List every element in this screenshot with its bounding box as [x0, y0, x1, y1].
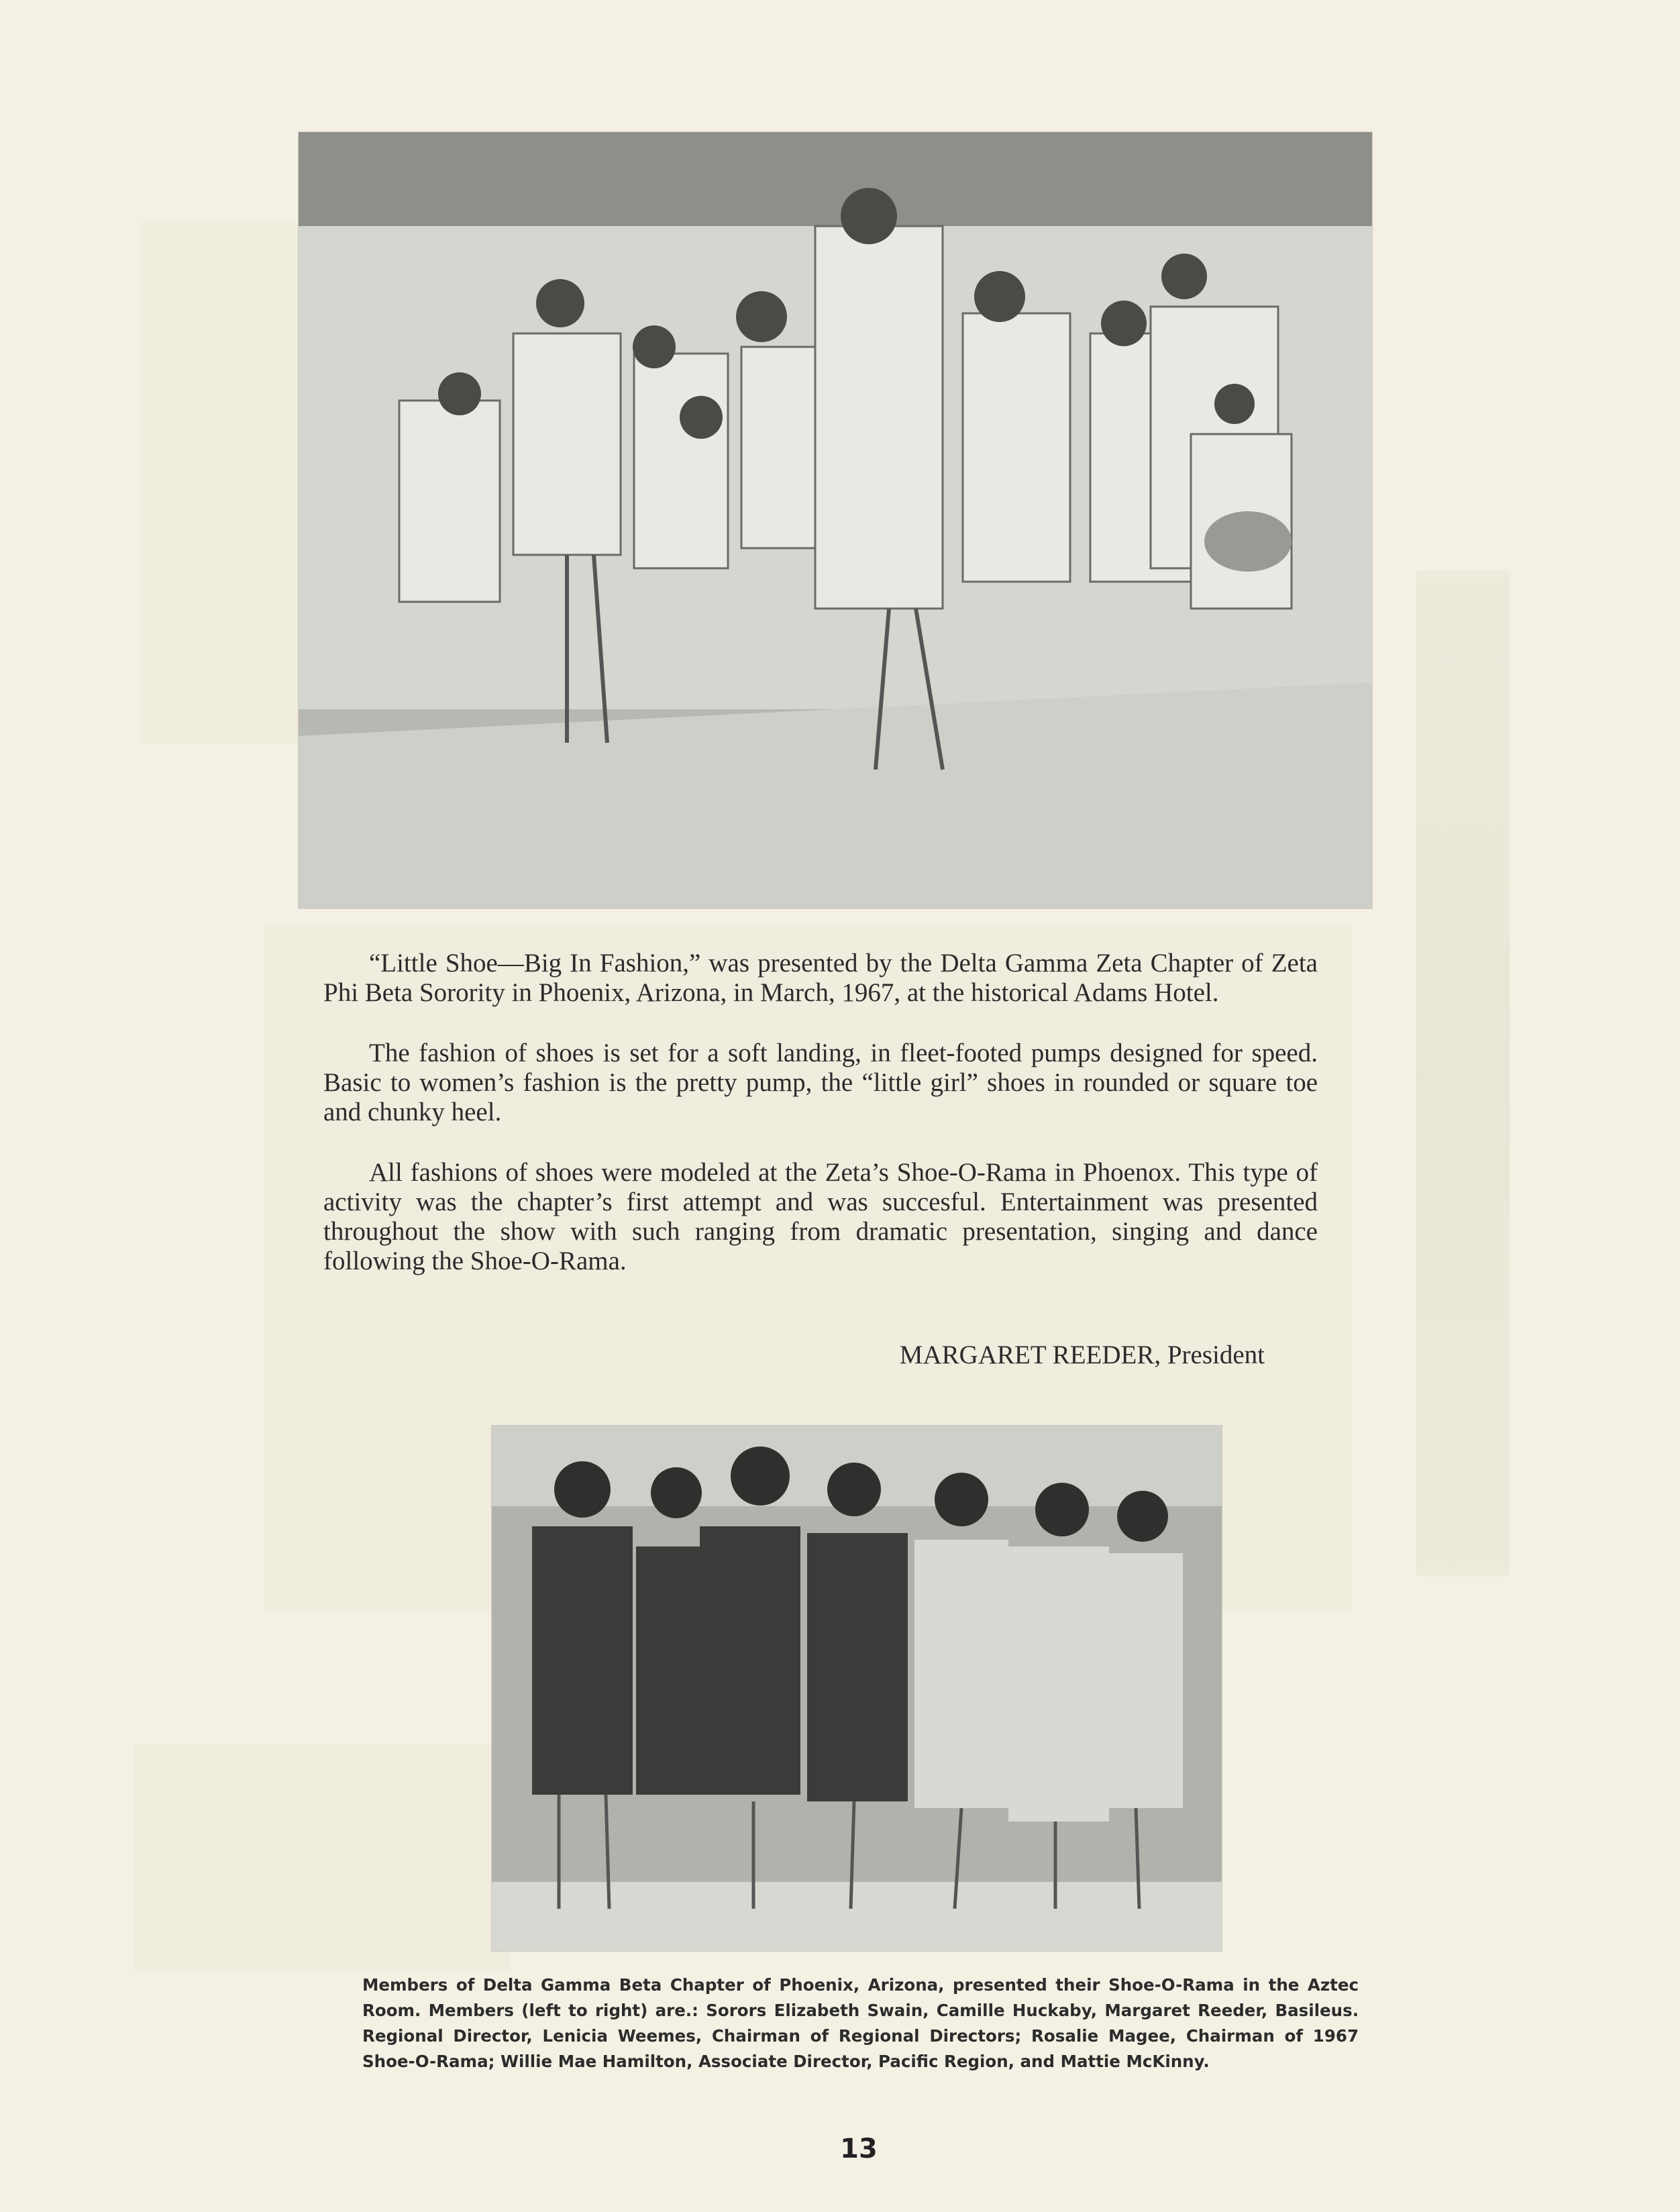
fashion-show-photo [299, 132, 1372, 908]
bleed-through-shadow [141, 221, 315, 745]
photo-caption: Members of Delta Gamma Beta Chapter of Phoenix, Arizona, presented their Shoe-O-Rama in the Aztec Room. Members (left to right) are.: Sorors Elizabeth Swain, Camille Huckaby, Margaret Reeder, Basileus. Regional Director, Lenicia Weemes, Chairman of Regional Directors; Rosalie Magee, Chairman of 1967 Shoe-O-Rama; Willie Mae Hamilton, Associate Director, Pacific Region, and Mattie McKinny. [362, 1975, 1359, 2071]
article-body [323, 949, 1318, 1307]
article-paragraph: All fashions of shoes were modeled at the Zeta’s Shoe-O-Rama in Phoenox. This type of activity was the chapter’s first attempt and was succesful. Entertainment was presented throughout the show with such ranging from dramatic presentation, singing and dance following the Shoe-O-Rama. [323, 1158, 1318, 1275]
article-paragraph: “Little Shoe—Big In Fashion,” was presented by the Delta Gamma Zeta Chapter of Zeta Phi Beta Sorority in Phoenix, Arizona, in March, 1967, at the historical Adams Hotel. [323, 949, 1318, 1007]
bleed-through-shadow [134, 1744, 510, 1972]
members-group-photo [492, 1426, 1222, 1951]
article-paragraph: The fashion of shoes is set for a soft landing, in fleet-footed pumps designed for speed. Basic to women’s fashion is the pretty pump, the “little girl” shoes in rounded or square toe and chunky heel. [323, 1039, 1318, 1126]
bleed-through-vertical-lettering [1416, 570, 1510, 1577]
page-number: 13 [840, 2134, 878, 2164]
article-signature: MARGARET REEDER, President [899, 1340, 1265, 1369]
